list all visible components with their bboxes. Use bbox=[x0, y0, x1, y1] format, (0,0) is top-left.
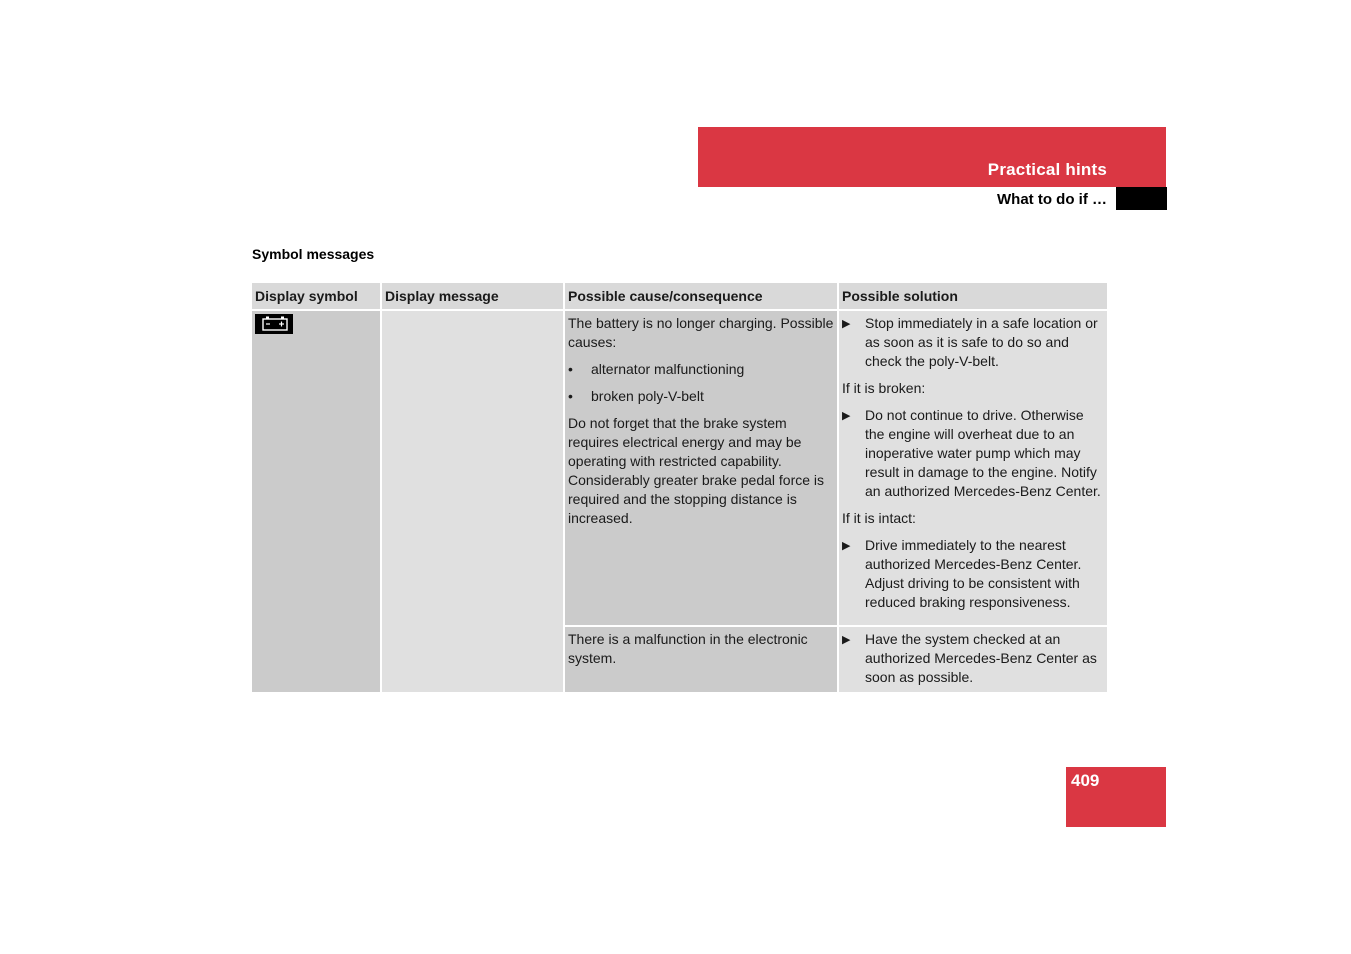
triangle-arrow-icon: ▶ bbox=[842, 410, 851, 422]
section-title: Practical hints bbox=[987, 160, 1107, 179]
action-step-text: Drive immediately to the nearest authorized Mercedes-Benz Center. Adjust driving to be consistent with reduced braking responsiveness. bbox=[865, 537, 1082, 610]
cause-text: There is a malfunction in the electronic system. bbox=[568, 631, 808, 666]
table-row bbox=[252, 310, 1107, 626]
condition-label: If it is broken: bbox=[842, 380, 926, 396]
column-header-display-symbol: Display symbol bbox=[252, 283, 381, 310]
cause-cell bbox=[564, 310, 838, 626]
solution-cell bbox=[838, 310, 1107, 626]
action-step bbox=[842, 536, 1104, 612]
list-item bbox=[568, 360, 834, 379]
action-step-text: Do not continue to drive. Otherwise the engine will overheat due to an inoperative water pump which may result in damage to the engine. Notify an authorized Mercedes-Benz Center. bbox=[865, 407, 1101, 499]
cause-cell bbox=[564, 626, 838, 692]
chapter-tab-marker bbox=[1116, 187, 1167, 210]
cause-note: Do not forget that the brake system requires electrical energy and may be operating with restricted capability. Considerably greater brake pedal force is required and the stopping distance is increased. bbox=[568, 415, 825, 526]
display-message-cell bbox=[381, 310, 564, 692]
triangle-arrow-icon: ▶ bbox=[842, 318, 851, 330]
subsection-title: What to do if … bbox=[997, 191, 1107, 208]
display-symbol-cell bbox=[252, 310, 381, 692]
action-step bbox=[842, 406, 1104, 501]
table-caption: Symbol messages bbox=[252, 246, 375, 262]
triangle-arrow-icon: ▶ bbox=[842, 634, 851, 646]
column-header-possible-solution: Possible solution bbox=[838, 283, 1107, 310]
cause-bullet-text: broken poly-V-belt bbox=[591, 388, 704, 404]
symbol-messages-table bbox=[252, 283, 1107, 692]
cause-intro: The battery is no longer charging. Possible causes: bbox=[568, 315, 834, 350]
bullet-icon: • bbox=[568, 361, 573, 377]
page-number: 409 bbox=[1071, 771, 1100, 790]
battery-icon bbox=[255, 314, 293, 334]
solution-cell bbox=[838, 626, 1107, 692]
cause-bullet-text: alternator malfunctioning bbox=[591, 361, 745, 377]
column-header-possible-cause: Possible cause/consequence bbox=[564, 283, 838, 310]
action-step bbox=[842, 314, 1104, 371]
column-header-display-message: Display message bbox=[381, 283, 564, 310]
action-step bbox=[842, 630, 1104, 687]
action-step-text: Have the system checked at an authorized Mercedes-Benz Center as soon as possible. bbox=[865, 631, 1097, 685]
table-header-row bbox=[252, 283, 1107, 310]
bullet-icon: • bbox=[568, 388, 573, 404]
list-item bbox=[568, 387, 834, 406]
triangle-arrow-icon: ▶ bbox=[842, 540, 851, 552]
action-step-text: Stop immediately in a safe location or as soon as it is safe to do so and check the poly-V-belt. bbox=[865, 315, 1098, 369]
condition-label: If it is intact: bbox=[842, 510, 916, 526]
